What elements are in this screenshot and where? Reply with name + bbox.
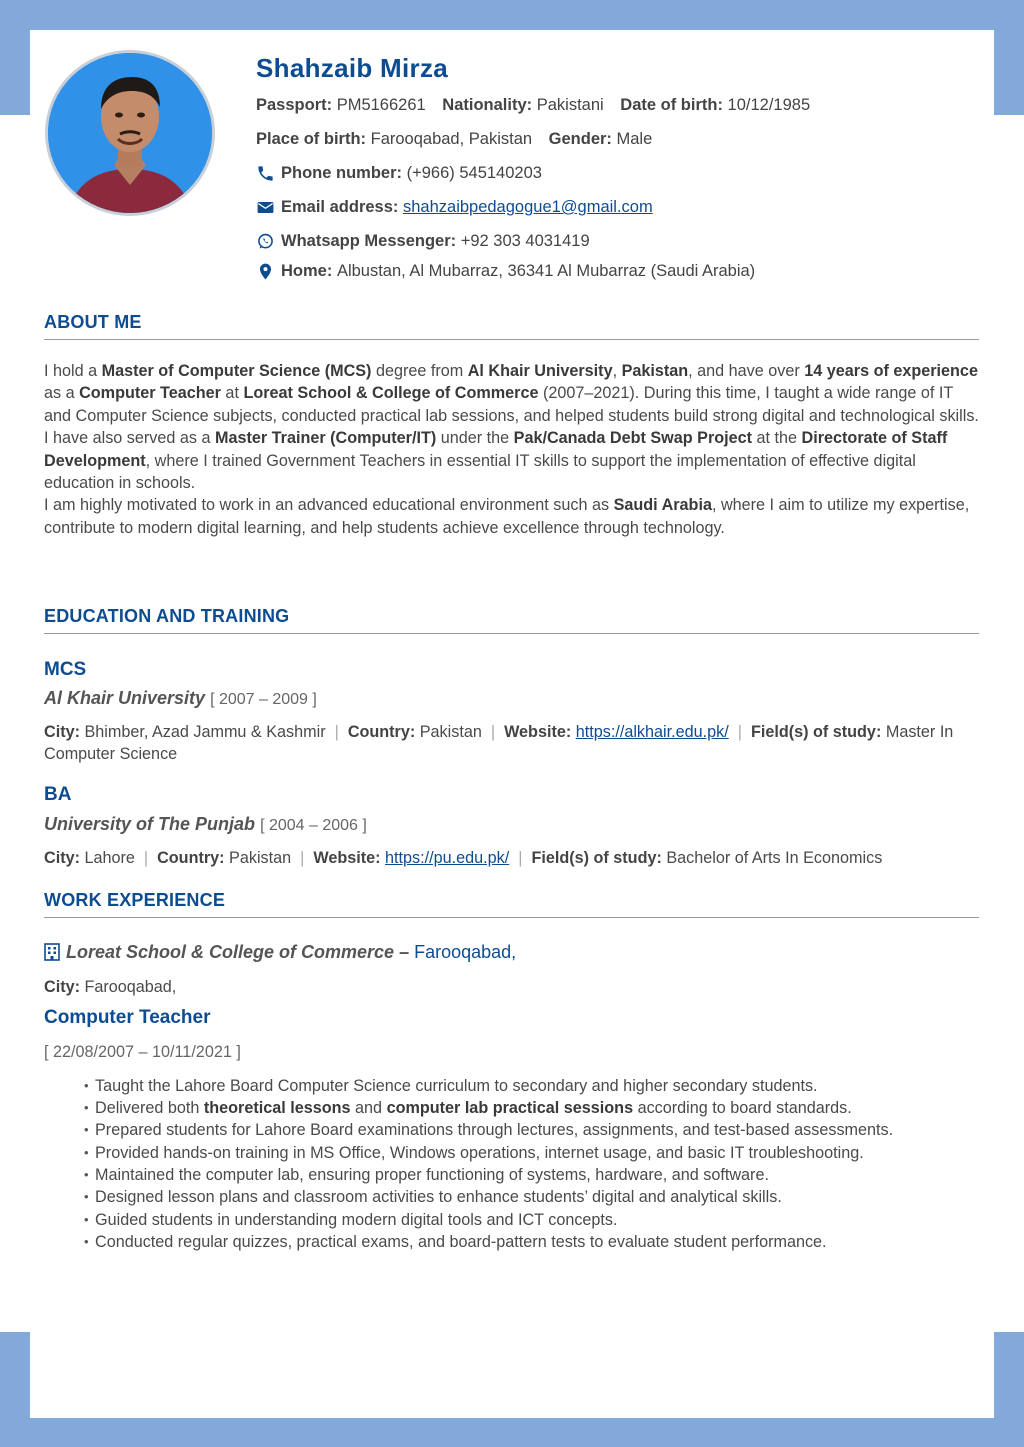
gender-label: Gender: [548, 130, 612, 148]
personal-info-line-1 [256, 94, 986, 116]
text-run: , and have over [688, 362, 805, 380]
bold-text-run: Master Trainer (Computer/IT) [214, 429, 437, 448]
nationality-label: Nationality: [442, 96, 533, 114]
employer-name: Loreat School & College of Commerce [66, 942, 395, 962]
list-item [84, 1075, 984, 1097]
text-run: I hold a [44, 362, 102, 380]
bold-text-run: Saudi Arabia [613, 496, 712, 515]
text-run: Delivered both [95, 1099, 204, 1118]
text-run: as a [44, 384, 80, 403]
email-row [256, 196, 986, 218]
gender-value: Male [616, 130, 653, 148]
text-run: according to board standards. [633, 1099, 852, 1118]
work-title: WORK EXPERIENCE [44, 889, 979, 918]
list-item [84, 1231, 984, 1253]
city-value: Bhimber, Azad Jammu & Kashmir [84, 723, 326, 741]
nationality-value: Pakistani [536, 96, 604, 114]
institution-name [44, 812, 979, 838]
institution-name [44, 686, 979, 712]
envelope-icon [256, 198, 275, 217]
profile-header [256, 52, 986, 282]
pob-label: Place of birth: [256, 130, 367, 148]
employer-city: Farooqabad, [414, 942, 517, 962]
phone-icon [256, 164, 275, 183]
list-item [84, 1097, 984, 1119]
page-frame-right [994, 0, 1024, 115]
bold-text-run: Computer Teacher [79, 384, 221, 403]
passport-value: PM5166261 [336, 96, 426, 114]
work-city-row [44, 976, 979, 998]
text-run: Designed lesson plans and classroom activities to enhance students’ digital and analytical skills. [95, 1188, 782, 1207]
education-meta: City: Bhimber, Azad Jammu & Kashmir | Country: Pakistan | Website: https://alkhair.edu.pk/ | Field(s) of study: Master In Computer Science [44, 723, 954, 764]
page-frame-top [0, 0, 1024, 30]
dob-value: 10/12/1985 [727, 96, 811, 114]
bold-text-run: Pak/Canada Debt Swap Project [513, 429, 753, 448]
education-meta: City: Lahore | Country: Pakistan | Website: https://pu.edu.pk/ | Field(s) of study: Bachelor of Arts In Economics [44, 848, 883, 867]
bold-text-run: theoretical lessons [203, 1099, 351, 1118]
portrait-illustration [48, 53, 212, 213]
text-run: Maintained the computer lab, ensuring proper functioning of systems, hardware, and software. [95, 1166, 769, 1184]
about-title: ABOUT ME [44, 311, 979, 340]
phone-label: Phone number: [281, 164, 403, 182]
whatsapp-value: +92 303 4031419 [460, 232, 590, 250]
text-run: at [220, 384, 244, 403]
city-label: City: [44, 723, 80, 741]
country-label: Country: [157, 848, 225, 867]
text-run: Conducted regular quizzes, practical exams, and board-pattern tests to evaluate student performance. [95, 1232, 827, 1251]
whatsapp-label: Whatsapp Messenger: [281, 232, 457, 250]
text-run: , where I trained Government Teachers in essential IT skills to support the implementation of effective digital education in schools. [44, 451, 916, 493]
text-run: degree from [371, 362, 468, 380]
bold-text-run: Master of Computer Science (MCS) [101, 362, 372, 380]
website-label: Website: [313, 848, 381, 867]
bold-text-run: 14 years of experience [804, 362, 978, 380]
page-frame-left [0, 0, 30, 115]
text-run: Prepared students for Lahore Board examinations through lectures, assignments, and test-based assessments. [95, 1121, 894, 1140]
bold-text-run: computer lab practical sessions [386, 1099, 634, 1118]
passport-label: Passport: [256, 96, 333, 114]
city-label: City: [44, 848, 80, 867]
website-label: Website: [504, 723, 572, 741]
employer-row [44, 940, 979, 964]
phone-value: (+966) 545140203 [406, 164, 542, 182]
text-run: (2007–2021). During this time, I taught a wide range of IT and Computer Science subjects, conducted practical lab sessions, and helped students build strong digital and technological skills. [44, 384, 979, 425]
home-row [256, 260, 986, 282]
field-label: Field(s) of study: [531, 848, 662, 867]
website-link[interactable]: https://alkhair.edu.pk/ [575, 723, 729, 741]
city-value: Lahore [84, 848, 135, 867]
dob-label: Date of birth: [620, 96, 723, 114]
profile-photo [45, 50, 215, 216]
list-item [84, 1209, 984, 1231]
job-title: Computer Teacher [44, 1007, 211, 1029]
list-item [84, 1186, 984, 1208]
pob-value: Farooqabad, Pakistan [370, 130, 533, 148]
field-value: Bachelor of Arts In Economics [666, 848, 883, 867]
field-value: Master In Computer Science [44, 723, 954, 764]
bold-text-run: Loreat School & College of Commerce [243, 384, 539, 403]
degree-title: BA [44, 783, 72, 805]
education-section [44, 605, 979, 869]
email-link[interactable]: shahzaibpedagogue1@gmail.com [402, 198, 653, 216]
whatsapp-row [256, 230, 986, 252]
list-item [84, 1119, 984, 1141]
about-paragraph-2 [44, 427, 979, 494]
text-run: at the [752, 429, 802, 448]
text-run: and [350, 1099, 387, 1118]
education-dates: [ 2007 – 2009 ] [210, 691, 317, 708]
institution-label: University of The Punjab [44, 813, 256, 834]
bold-text-run: Directorate of Staff Development [44, 429, 948, 470]
employer-separator: – [394, 942, 415, 962]
job-dates: [ 22/08/2007 – 10/11/2021 ] [44, 1043, 241, 1062]
about-paragraph-3 [44, 494, 979, 539]
candidate-name: Shahzaib Mirza [256, 53, 449, 83]
text-run: Guided students in understanding modern digital tools and ICT concepts. [95, 1210, 618, 1229]
work-city-label: City: [44, 978, 80, 996]
field-label: Field(s) of study: [750, 723, 882, 741]
country-label: Country: [347, 723, 416, 741]
home-value: Albustan, Al Mubarraz, 36341 Al Mubarraz (Saudi Arabia) [336, 262, 756, 280]
text-run: , [612, 362, 622, 380]
text-run: I am highly motivated to work in an advanced educational environment such as [44, 496, 614, 515]
about-paragraph-1 [44, 360, 979, 427]
home-label: Home: [281, 262, 333, 280]
whatsapp-icon [256, 232, 275, 251]
page-frame-bottom [0, 1418, 1024, 1447]
degree-title: MCS [44, 659, 87, 680]
job-responsibilities [44, 1075, 984, 1253]
text-run: Taught the Lahore Board Computer Science curriculum to secondary and higher secondary students. [95, 1076, 818, 1095]
work-city-value: Farooqabad, [84, 978, 177, 996]
email-label: Email address: [281, 198, 399, 216]
institution-label: Al Khair University [44, 688, 206, 708]
building-icon [44, 943, 60, 961]
website-link[interactable]: https://pu.edu.pk/ [385, 848, 510, 867]
location-pin-icon [256, 262, 275, 281]
text-run: under the [436, 429, 514, 448]
country-value: Pakistan [229, 848, 292, 867]
phone-row [256, 162, 986, 184]
text-run: I have also served as a [44, 429, 215, 448]
bold-text-run: Al Khair University [467, 362, 613, 380]
country-value: Pakistan [419, 723, 482, 741]
list-item [84, 1164, 984, 1186]
work-section [44, 889, 979, 1253]
education-title: EDUCATION AND TRAINING [44, 605, 979, 634]
education-dates: [ 2004 – 2006 ] [260, 816, 367, 834]
personal-info-line-2 [256, 128, 986, 150]
text-run: Provided hands-on training in MS Office, Windows operations, internet usage, and basic IT troubleshooting. [95, 1143, 864, 1162]
bold-text-run: Pakistan [621, 362, 689, 380]
about-section [44, 311, 979, 539]
list-item [84, 1142, 984, 1164]
text-run: , where I aim to utilize my expertise, contribute to modern digital learning, and help students achieve excellence through technology. [44, 496, 970, 537]
